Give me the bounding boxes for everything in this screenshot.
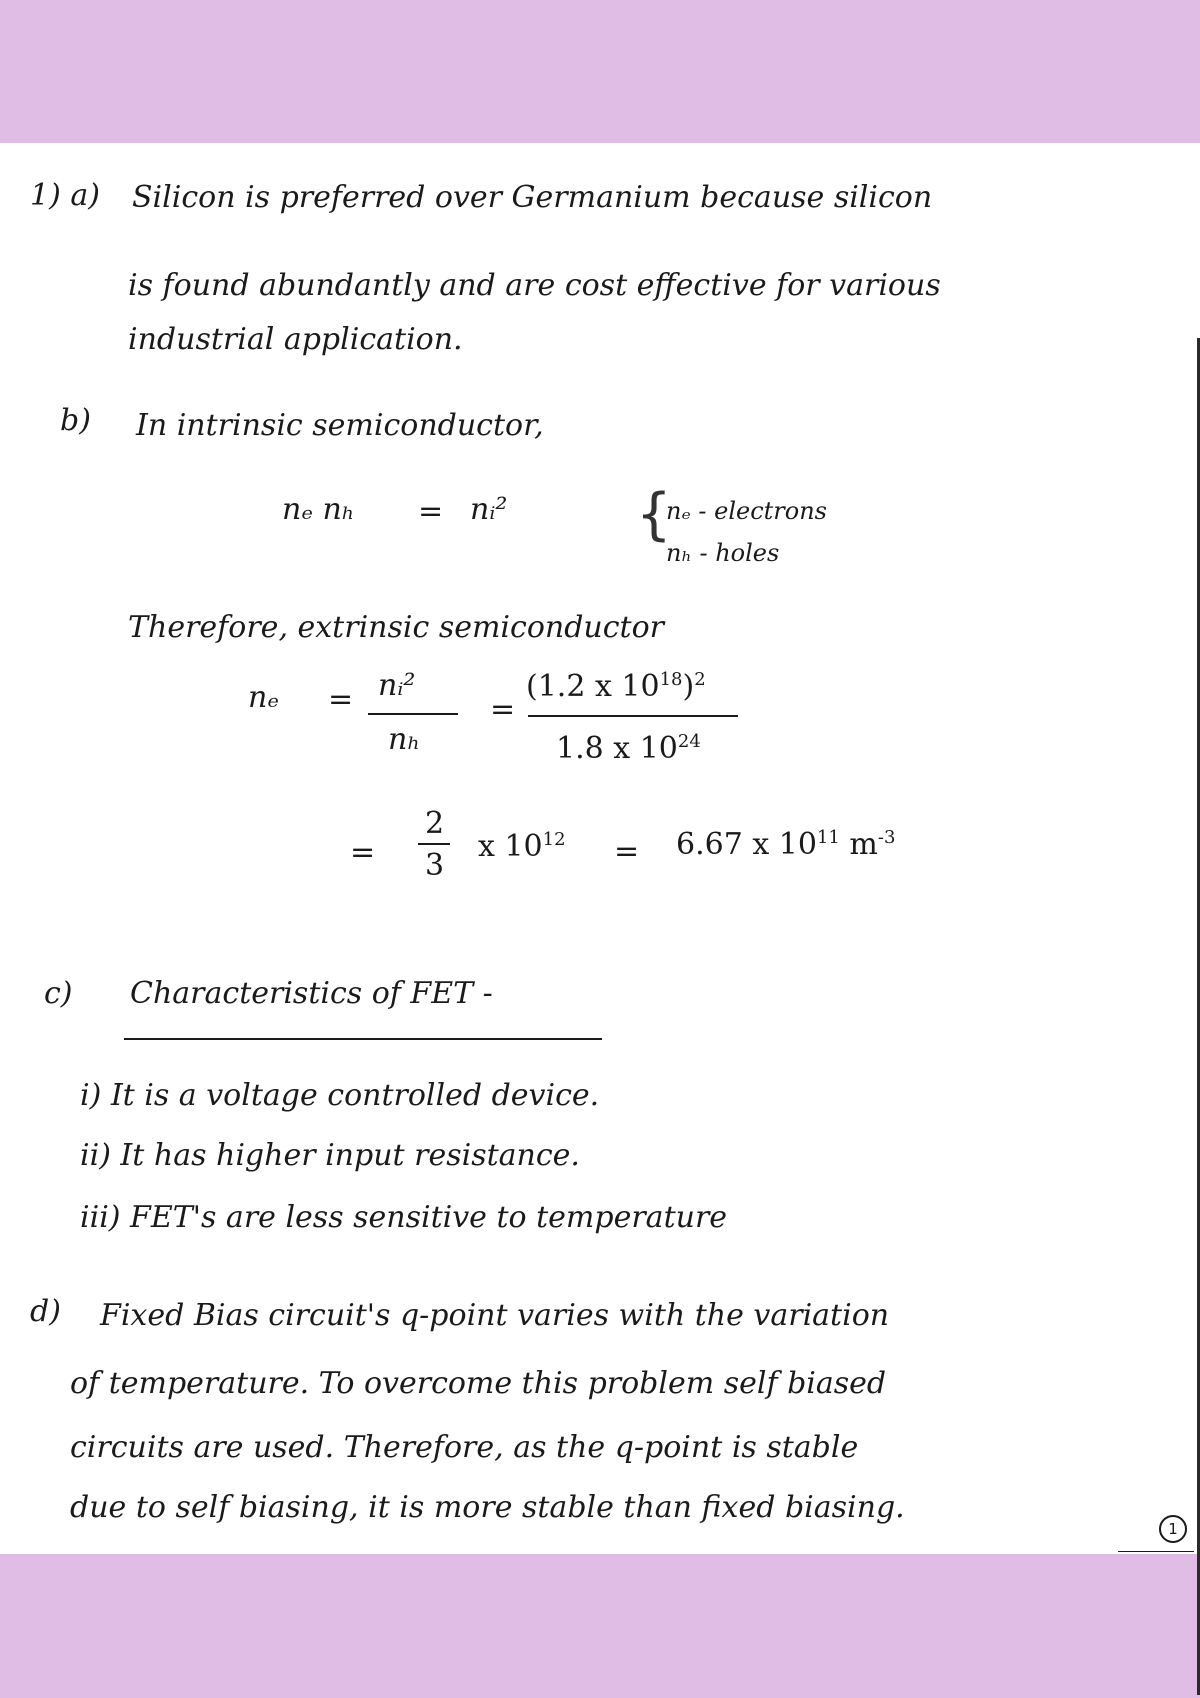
denominator-exp: 24 xyxy=(677,731,701,752)
intrinsic-eq-rhs: nᵢ² xyxy=(470,492,508,527)
denominator-base: 1.8 x 10 xyxy=(556,731,678,766)
final-answer xyxy=(676,829,895,860)
q1a-line-1: Silicon is preferred over Germanium because silicon xyxy=(132,180,933,215)
intrinsic-eq-equals: = xyxy=(418,494,444,529)
equals-1: = xyxy=(328,682,354,717)
result-numerator: 2 xyxy=(425,806,445,841)
result-times-ten xyxy=(478,831,566,862)
numerator-value xyxy=(526,671,706,702)
numerator-exp: 18 xyxy=(659,669,683,690)
page-number-rule xyxy=(1118,1551,1194,1552)
equals-3: = xyxy=(350,835,376,870)
page-number: 1 xyxy=(1159,1515,1187,1543)
result-mult: x 10 xyxy=(478,829,543,864)
q1c-label: c) xyxy=(44,976,73,1011)
fraction-nh: nₕ xyxy=(388,722,421,757)
fraction-bar-symbolic xyxy=(368,713,458,715)
q1d-line-3: circuits are used. Therefore, as the q-point is stable xyxy=(70,1430,859,1465)
q1b-label: b) xyxy=(60,403,91,438)
therefore-line: Therefore, extrinsic semiconductor xyxy=(128,610,664,645)
q1b-intro: In intrinsic semiconductor, xyxy=(136,408,544,443)
numerator-power: 2 xyxy=(694,669,706,690)
legend-ne: nₑ - electrons xyxy=(666,497,827,525)
final-base: 6.67 x 10 xyxy=(676,827,817,862)
legend-brace: { xyxy=(636,482,672,547)
q1a-line-3: industrial application. xyxy=(128,322,463,357)
result-fraction-bar xyxy=(418,843,450,845)
result-exp: 12 xyxy=(542,829,566,850)
q1d-line-2: of temperature. To overcome this problem self biased xyxy=(70,1366,887,1401)
equals-2: = xyxy=(490,692,516,727)
q1d-line-1: Fixed Bias circuit's q-point varies with the variation xyxy=(100,1298,890,1333)
final-unit: m xyxy=(849,827,878,862)
fraction-bar-numeric xyxy=(528,715,738,717)
final-unit-exp: -3 xyxy=(877,827,896,848)
q1d-label: d) xyxy=(30,1294,61,1329)
fet-item-3: iii) FET's are less sensitive to temperature xyxy=(80,1200,728,1235)
fraction-ni-squared: nᵢ² xyxy=(378,668,416,703)
legend-nh: nₕ - holes xyxy=(666,539,780,567)
numerator-base: (1.2 x 10 xyxy=(526,669,660,704)
q1a-line-2: is found abundantly and are cost effective for various xyxy=(128,268,941,303)
fet-item-1: i) It is a voltage controlled device. xyxy=(80,1078,600,1113)
denominator-value xyxy=(556,733,701,764)
fet-item-2: ii) It has higher input resistance. xyxy=(80,1138,580,1173)
numerator-close: ) xyxy=(682,669,695,704)
q1c-heading-underline xyxy=(124,1038,602,1040)
ne-symbol: nₑ xyxy=(248,680,279,715)
q1a-label: 1) a) xyxy=(30,178,100,213)
final-exp: 11 xyxy=(816,827,840,848)
result-denominator: 3 xyxy=(425,848,445,883)
q1d-line-4: due to self biasing, it is more stable than fixed biasing. xyxy=(70,1490,905,1525)
answer-sheet xyxy=(0,143,1200,1554)
q1c-heading: Characteristics of FET - xyxy=(130,976,493,1011)
intrinsic-eq-lhs: nₑ nₕ xyxy=(282,492,355,527)
equals-4: = xyxy=(614,834,640,869)
